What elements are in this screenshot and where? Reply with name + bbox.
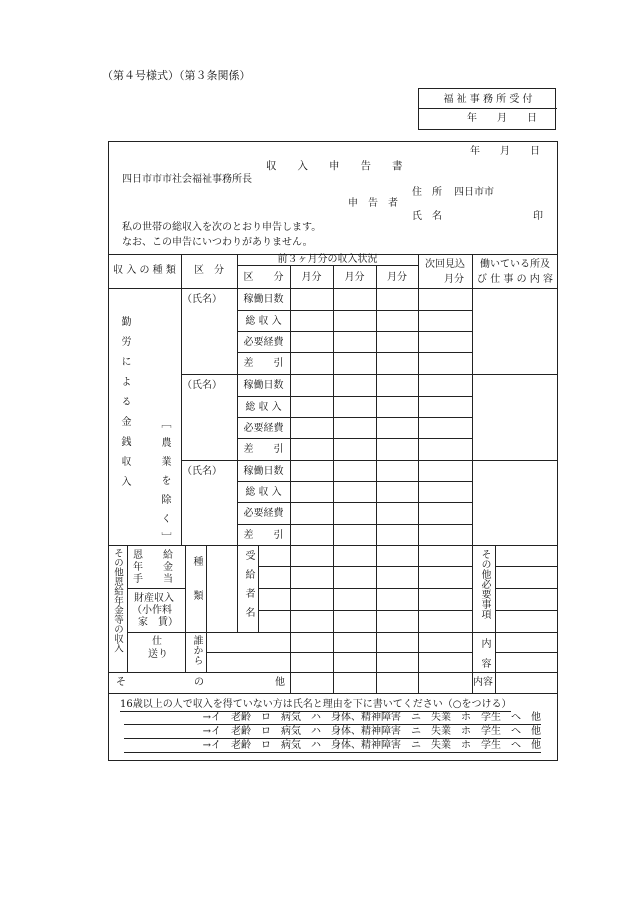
reception-stamp-title: 福 祉 事 務 所 受 付	[443, 94, 533, 105]
form-number: （第４号様式）（第３条関係）	[102, 69, 251, 82]
other-required-label: その他必要事項	[479, 549, 490, 619]
remittance-label-2: 送り	[148, 649, 168, 660]
reason-line-2: →イ 老齢 ロ 病気 ハ 身体、精神障害 ニ 失業 ホ 学生 へ 他	[124, 726, 541, 739]
other-row-no: の	[194, 677, 204, 688]
header-workplace-1: 働いている所及	[480, 259, 550, 270]
person-3-name: （氏名）	[182, 466, 222, 477]
form-title: 収 入 申 告 書	[266, 160, 403, 172]
row-expense: 必要経費	[243, 337, 284, 348]
reason-line-1: →イ 老齢 ロ 病気 ハ 身体、精神障害 ニ 失業 ホ 学生 へ 他	[124, 712, 541, 725]
row-gross: 総 収 入	[245, 402, 282, 413]
header-next-month: 月分	[444, 274, 464, 285]
content-label: 内容	[479, 638, 490, 678]
other-income-label: その他恩給年金等の収入	[112, 548, 123, 653]
statement-2: なお、この申告にいつわりがありません。	[122, 237, 313, 248]
address-value: 四日市市	[454, 187, 494, 198]
row-days: 稼働日数	[243, 466, 284, 477]
header-recent-3-months: 前３ヶ月分の収入状況	[277, 254, 378, 265]
addressee: 四日市市市社会福祉事務所長	[122, 174, 252, 185]
reception-stamp-date: 年 月 日	[467, 113, 537, 124]
labor-income-label: 勤労による金銭収入	[119, 316, 130, 496]
row-days: 稼働日数	[243, 380, 284, 391]
other-row-so: そ	[116, 677, 126, 688]
person-1-name: （氏名）	[182, 294, 222, 305]
applicant-label: 申 告 者	[348, 198, 398, 209]
form-date: 年 月 日	[470, 146, 540, 157]
remittance-label-1: 仕	[152, 636, 162, 647]
recipient-name-label: 受給者名	[243, 550, 254, 626]
asset-label-3: 家 賃）	[138, 617, 178, 628]
pension-label-3: 手 当	[133, 574, 173, 585]
header-kubun: 区 分	[243, 272, 284, 283]
pension-label-2: 年 金	[133, 562, 173, 573]
reason-line-3: →イ 老齢 ロ 病気 ハ 身体、精神障害 ニ 失業 ホ 学生 へ 他	[124, 740, 541, 753]
name-label: 氏 名	[412, 211, 442, 222]
seal-mark: 印	[533, 211, 543, 222]
header-workplace-2: び 仕 事 の 内 容	[477, 274, 553, 285]
header-month-3: 月分	[387, 272, 407, 283]
non-earner-instruction: 16歳以上の人で収入を得ていない方は氏名と理由を下に書いてください（○をつける）	[120, 699, 512, 710]
type-label: 種類	[191, 556, 202, 624]
from-whom-label: 誰から	[191, 635, 202, 665]
other-row-content: 内容	[473, 677, 493, 688]
row-gross: 総 収 入	[245, 316, 282, 327]
statement-1: 私の世帯の総収入を次のとおり申告します。	[122, 222, 322, 233]
row-net: 差 引	[243, 358, 284, 369]
labor-note: ﹇農業を除く﹈	[159, 418, 170, 551]
person-2-name: （氏名）	[182, 380, 222, 391]
asset-label-1: 財産収入	[134, 593, 174, 604]
row-expense: 必要経費	[243, 508, 284, 519]
header-category: 区 分	[194, 265, 224, 276]
row-gross: 総 収 入	[245, 487, 282, 498]
row-net: 差 引	[243, 530, 284, 541]
pension-label-1: 恩 給	[133, 550, 173, 561]
header-next-estimate: 次回見込	[425, 259, 465, 270]
asset-label-2: （小作料	[132, 605, 172, 616]
header-month-1: 月分	[301, 272, 322, 283]
row-net: 差 引	[243, 444, 284, 455]
other-row-ta: 他	[275, 677, 285, 688]
row-expense: 必要経費	[243, 423, 284, 434]
header-income-type: 収 入 の 種 類	[113, 265, 176, 276]
row-days: 稼働日数	[243, 294, 284, 305]
address-label: 住 所	[412, 187, 442, 198]
header-month-2: 月分	[344, 272, 365, 283]
